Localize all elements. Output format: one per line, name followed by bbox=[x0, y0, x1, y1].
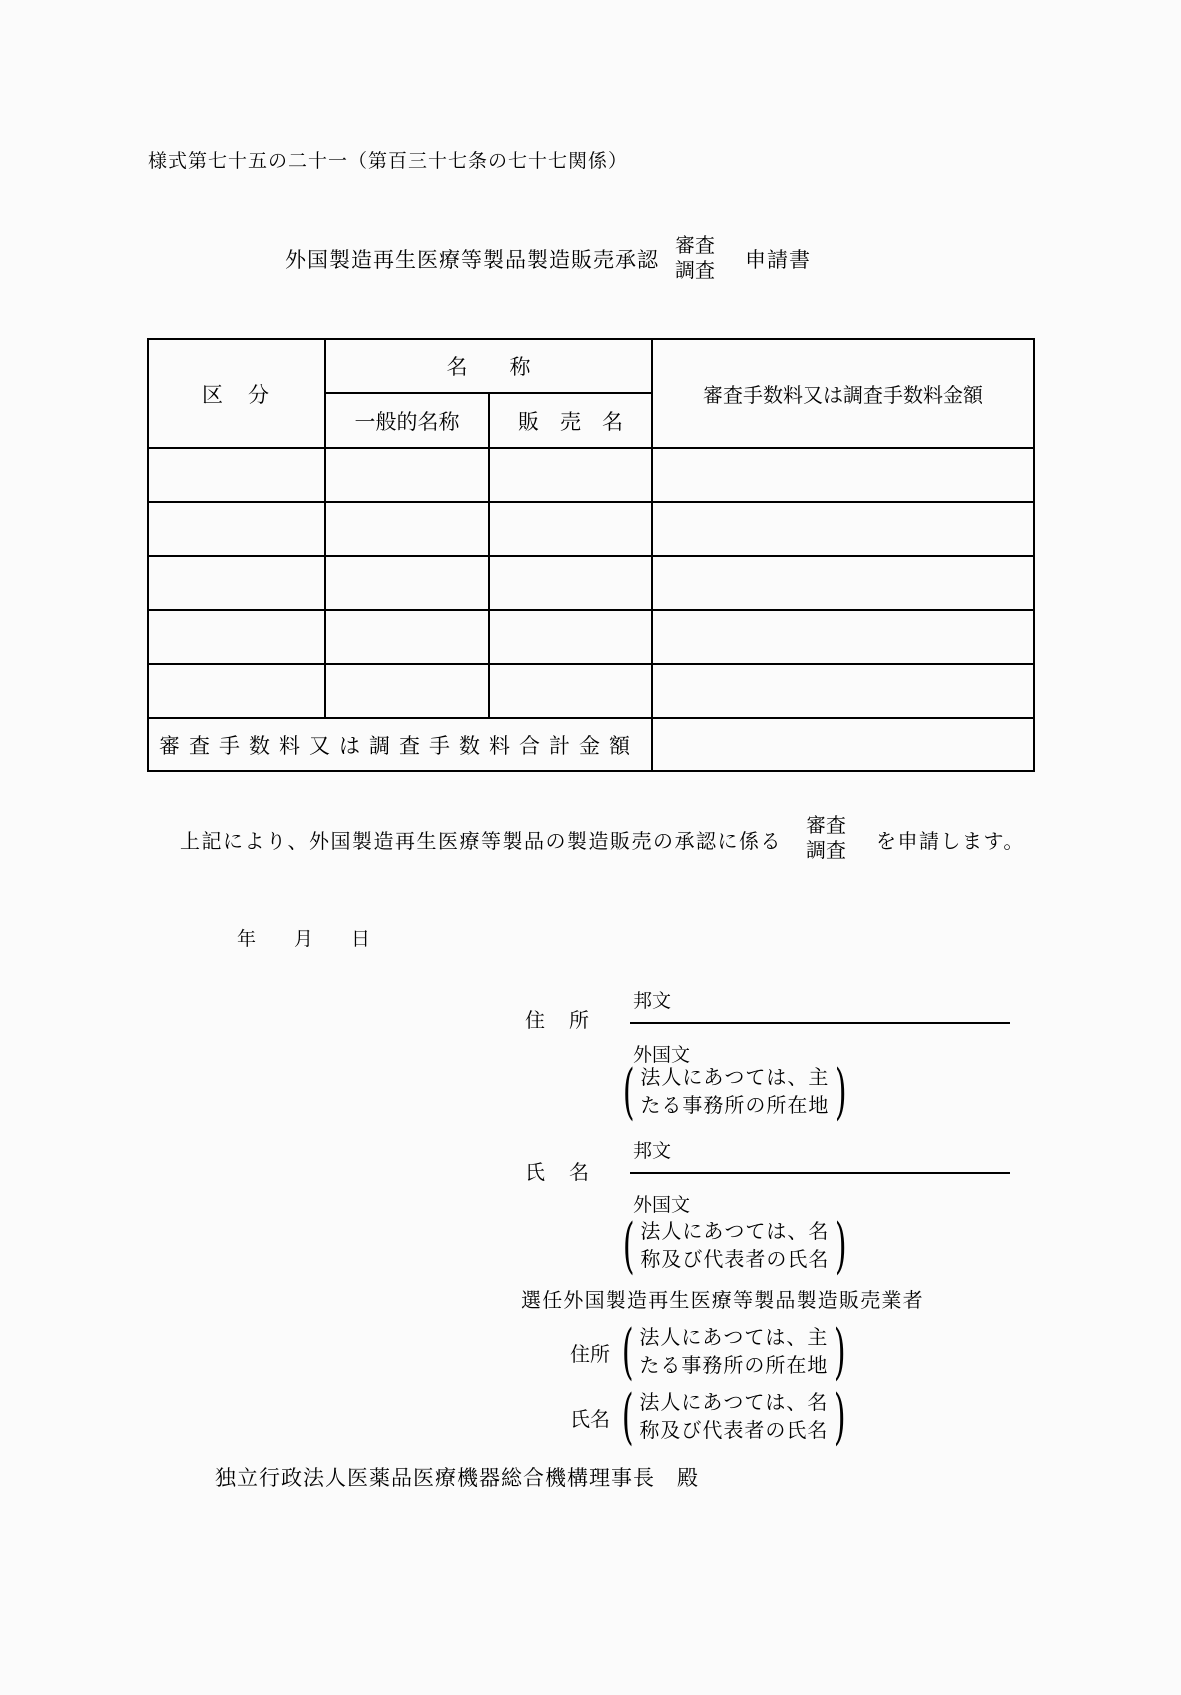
cell-generic-empty bbox=[325, 448, 489, 502]
cell-total-amount-empty bbox=[652, 718, 1034, 771]
address-note-line1: 法人にあつては、主 bbox=[640, 1067, 830, 1089]
open-paren: ( bbox=[622, 1057, 635, 1127]
statement-choice-top: 審査 bbox=[806, 815, 846, 837]
cell-kubun-empty bbox=[148, 556, 325, 610]
domestic-script-label: 邦文 bbox=[633, 991, 672, 1012]
close-paren: ) bbox=[835, 1057, 847, 1127]
open-paren: ( bbox=[621, 1382, 634, 1452]
cell-brand-empty bbox=[489, 556, 652, 610]
name-note-line2: 称及び代表者の氏名 bbox=[639, 1420, 829, 1442]
address-note-line2: たる事務所の所在地 bbox=[640, 1095, 830, 1117]
table-header-generic-name: 一般的名称 bbox=[325, 393, 489, 448]
cell-generic-empty bbox=[325, 664, 489, 718]
cell-generic-empty bbox=[325, 610, 489, 664]
agent-address-note bbox=[616, 1317, 852, 1387]
table-row bbox=[148, 448, 1034, 502]
cell-fee-empty bbox=[652, 448, 1034, 502]
name-note-line1: 法人にあつては、名 bbox=[640, 1221, 830, 1243]
applicant-name-note bbox=[617, 1211, 853, 1281]
cell-fee-empty bbox=[652, 664, 1034, 718]
domestic-script-label: 邦文 bbox=[633, 1141, 672, 1162]
address-note-line1: 法人にあつては、主 bbox=[639, 1327, 829, 1349]
cell-fee-empty bbox=[652, 610, 1034, 664]
open-paren: ( bbox=[621, 1317, 634, 1387]
agent-name-row bbox=[570, 1382, 852, 1452]
table-row bbox=[148, 664, 1034, 718]
table-header-brand-name: 販 売 名 bbox=[489, 393, 652, 448]
cell-fee-empty bbox=[652, 502, 1034, 556]
applicant-address-note bbox=[617, 1057, 853, 1127]
cell-kubun-empty bbox=[148, 448, 325, 502]
agent-section-heading: 選任外国製造再生医療等製品製造販売業者 bbox=[521, 1290, 924, 1312]
table-row bbox=[148, 610, 1034, 664]
agent-address-row bbox=[570, 1317, 852, 1387]
cell-fee-empty bbox=[652, 556, 1034, 610]
date-line: 年 月 日 bbox=[237, 929, 371, 950]
cell-brand-empty bbox=[489, 610, 652, 664]
applicant-address-foreign-label: 外国文 bbox=[633, 1045, 691, 1066]
statement-before: 上記により、外国製造再生医療等製品の製造販売の承認に係る bbox=[180, 830, 782, 853]
application-statement bbox=[180, 814, 1025, 864]
cell-brand-empty bbox=[489, 448, 652, 502]
address-note-line2: たる事務所の所在地 bbox=[639, 1355, 829, 1377]
cell-kubun-empty bbox=[148, 664, 325, 718]
name-note-line1: 法人にあつては、名 bbox=[639, 1392, 829, 1414]
document-title bbox=[285, 234, 811, 284]
table-total-label: 審査手数料又は調査手数料合計金額 bbox=[148, 718, 652, 771]
table-row bbox=[148, 556, 1034, 610]
applicant-name-label: 氏 名 bbox=[525, 1162, 591, 1184]
recipient-line: 独立行政法人医薬品医療機器総合機構理事長 殿 bbox=[215, 1466, 699, 1490]
title-main: 外国製造再生医療等製品製造販売承認 bbox=[285, 248, 659, 272]
table-header-kubun: 区 分 bbox=[148, 339, 325, 448]
fee-table bbox=[147, 338, 1035, 772]
agent-name-label: 氏名 bbox=[570, 1408, 610, 1431]
close-paren: ) bbox=[834, 1382, 846, 1452]
close-paren: ) bbox=[834, 1317, 846, 1387]
title-shinsa-chosa-choice bbox=[675, 234, 715, 284]
statement-shinsa-chosa-choice bbox=[806, 814, 846, 864]
statement-after: を申請します。 bbox=[876, 830, 1025, 853]
table-header-meisho: 名 称 bbox=[325, 339, 652, 393]
close-paren: ) bbox=[835, 1211, 847, 1281]
form-number: 様式第七十五の二十一（第百三十七条の七十七関係） bbox=[148, 151, 629, 172]
cell-kubun-empty bbox=[148, 502, 325, 556]
name-note-line2: 称及び代表者の氏名 bbox=[640, 1249, 830, 1271]
open-paren: ( bbox=[622, 1211, 635, 1281]
agent-address-label: 住所 bbox=[570, 1343, 610, 1366]
applicant-name-domestic-field bbox=[630, 1136, 1010, 1174]
table-row bbox=[148, 502, 1034, 556]
cell-generic-empty bbox=[325, 502, 489, 556]
table-header-fee: 審査手数料又は調査手数料金額 bbox=[652, 339, 1034, 448]
cell-kubun-empty bbox=[148, 610, 325, 664]
applicant-address-domestic-field bbox=[630, 986, 1010, 1024]
applicant-name-foreign-label: 外国文 bbox=[633, 1195, 691, 1216]
statement-choice-bottom: 調査 bbox=[806, 840, 846, 862]
agent-name-note bbox=[616, 1382, 852, 1452]
cell-brand-empty bbox=[489, 664, 652, 718]
cell-generic-empty bbox=[325, 556, 489, 610]
cell-brand-empty bbox=[489, 502, 652, 556]
title-suffix: 申請書 bbox=[745, 248, 811, 272]
title-choice-bottom: 調査 bbox=[675, 260, 715, 282]
title-choice-top: 審査 bbox=[675, 235, 715, 257]
applicant-address-label: 住 所 bbox=[525, 1010, 591, 1032]
